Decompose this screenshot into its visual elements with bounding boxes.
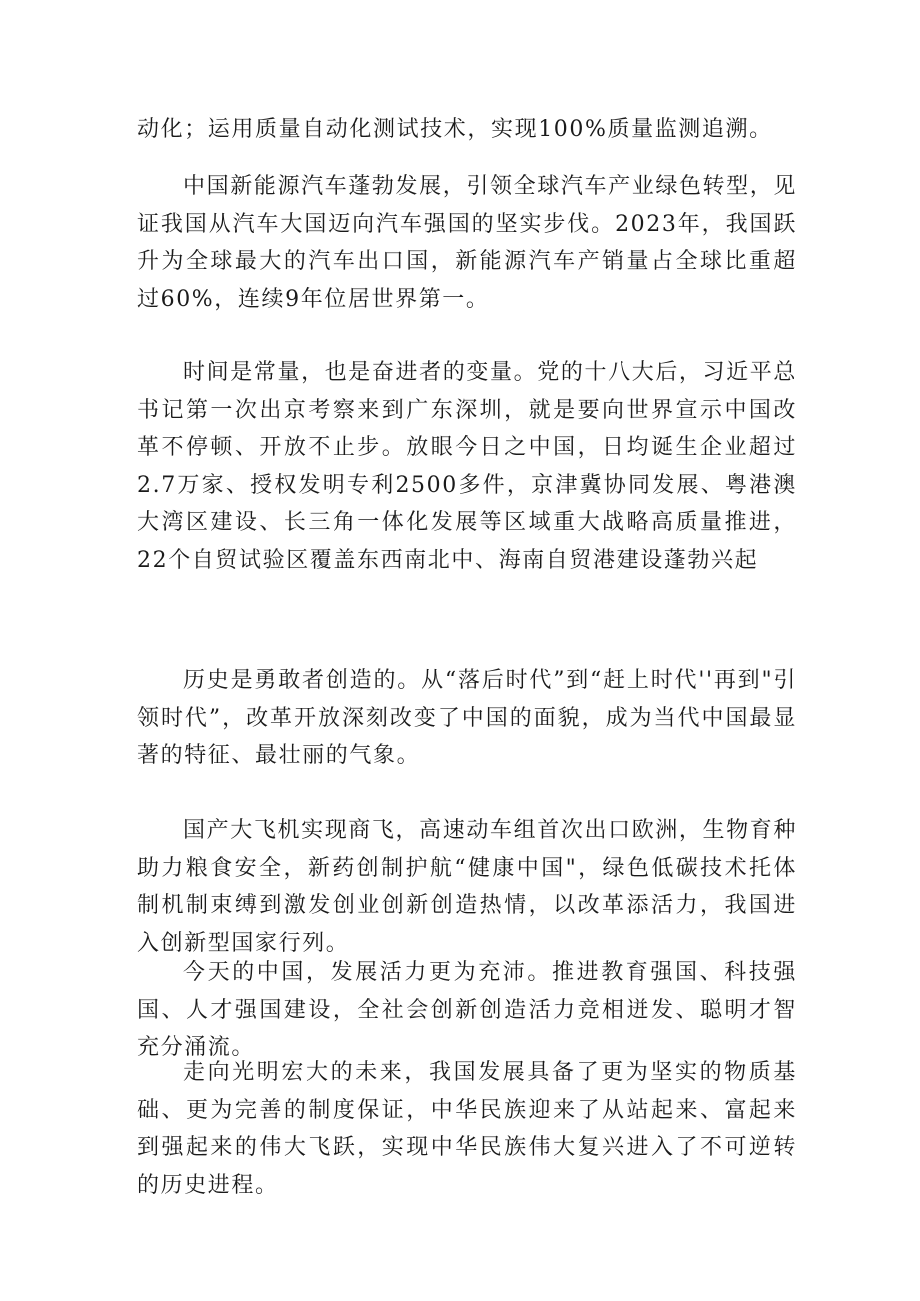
paragraph-bright-future: 走向光明宏大的未来，我国发展具备了更为坚实的物质基础、更为完善的制度保证，中华民族迎来了从站起来、富起来到强起来的伟大飞跃，实现中华民族伟大复兴进入了不可逆转的历史进程。 <box>137 1060 797 1198</box>
paragraph-continuation: 动化；运用质量自动化测试技术，实现100%质量监测追溯。 <box>137 117 773 142</box>
paragraph-domestic-aircraft: 国产大飞机实现商飞，高速动车组首次出口欧洲，生物育种助力粮食安全，新药创制护航“健康中国"，绿色低碳技术托体制机制束缚到激发创业创新创造热情，以改革添活力，我国进入创新型国家行列。 <box>137 818 797 956</box>
paragraph-todays-china: 今天的中国，发展活力更为充沛。推进教育强国、科技强国、人才强国建设，全社会创新创造活力竞相迸发、聪明才智充分涌流。 <box>137 960 797 1061</box>
paragraph-history-by-the-brave: 历史是勇敢者创造的。从“落后时代”到“赶上时代''再到"引领时代”，改革开放深刻改变了中国的面貌，成为当代中国最显著的特征、最壮丽的气象。 <box>137 668 797 769</box>
paragraph-new-energy-vehicles: 中国新能源汽车蓬勃发展，引领全球汽车产业绿色转型，见证我国从汽车大国迈向汽车强国的坚实步伐。2023年，我国跃升为全球最大的汽车出口国，新能源汽车产销量占全球比重超过60%，连续9年位居世界第一。 <box>137 174 797 312</box>
paragraph-time-is-constant: 时间是常量，也是奋进者的变量。党的十八大后，习近平总书记第一次出京考察来到广东深圳，就是要向世界宣示中国改革不停顿、开放不止步。放眼今日之中国，日均诞生企业超过2.7万家、授权发明专利2500多件，京津冀协同发展、粤港澳大湾区建设、长三角一体化发展等区域重大战略高质量推进，22个自贸试验区覆盖东西南北中、海南自贸港建设蓬勃兴起 <box>137 360 797 573</box>
